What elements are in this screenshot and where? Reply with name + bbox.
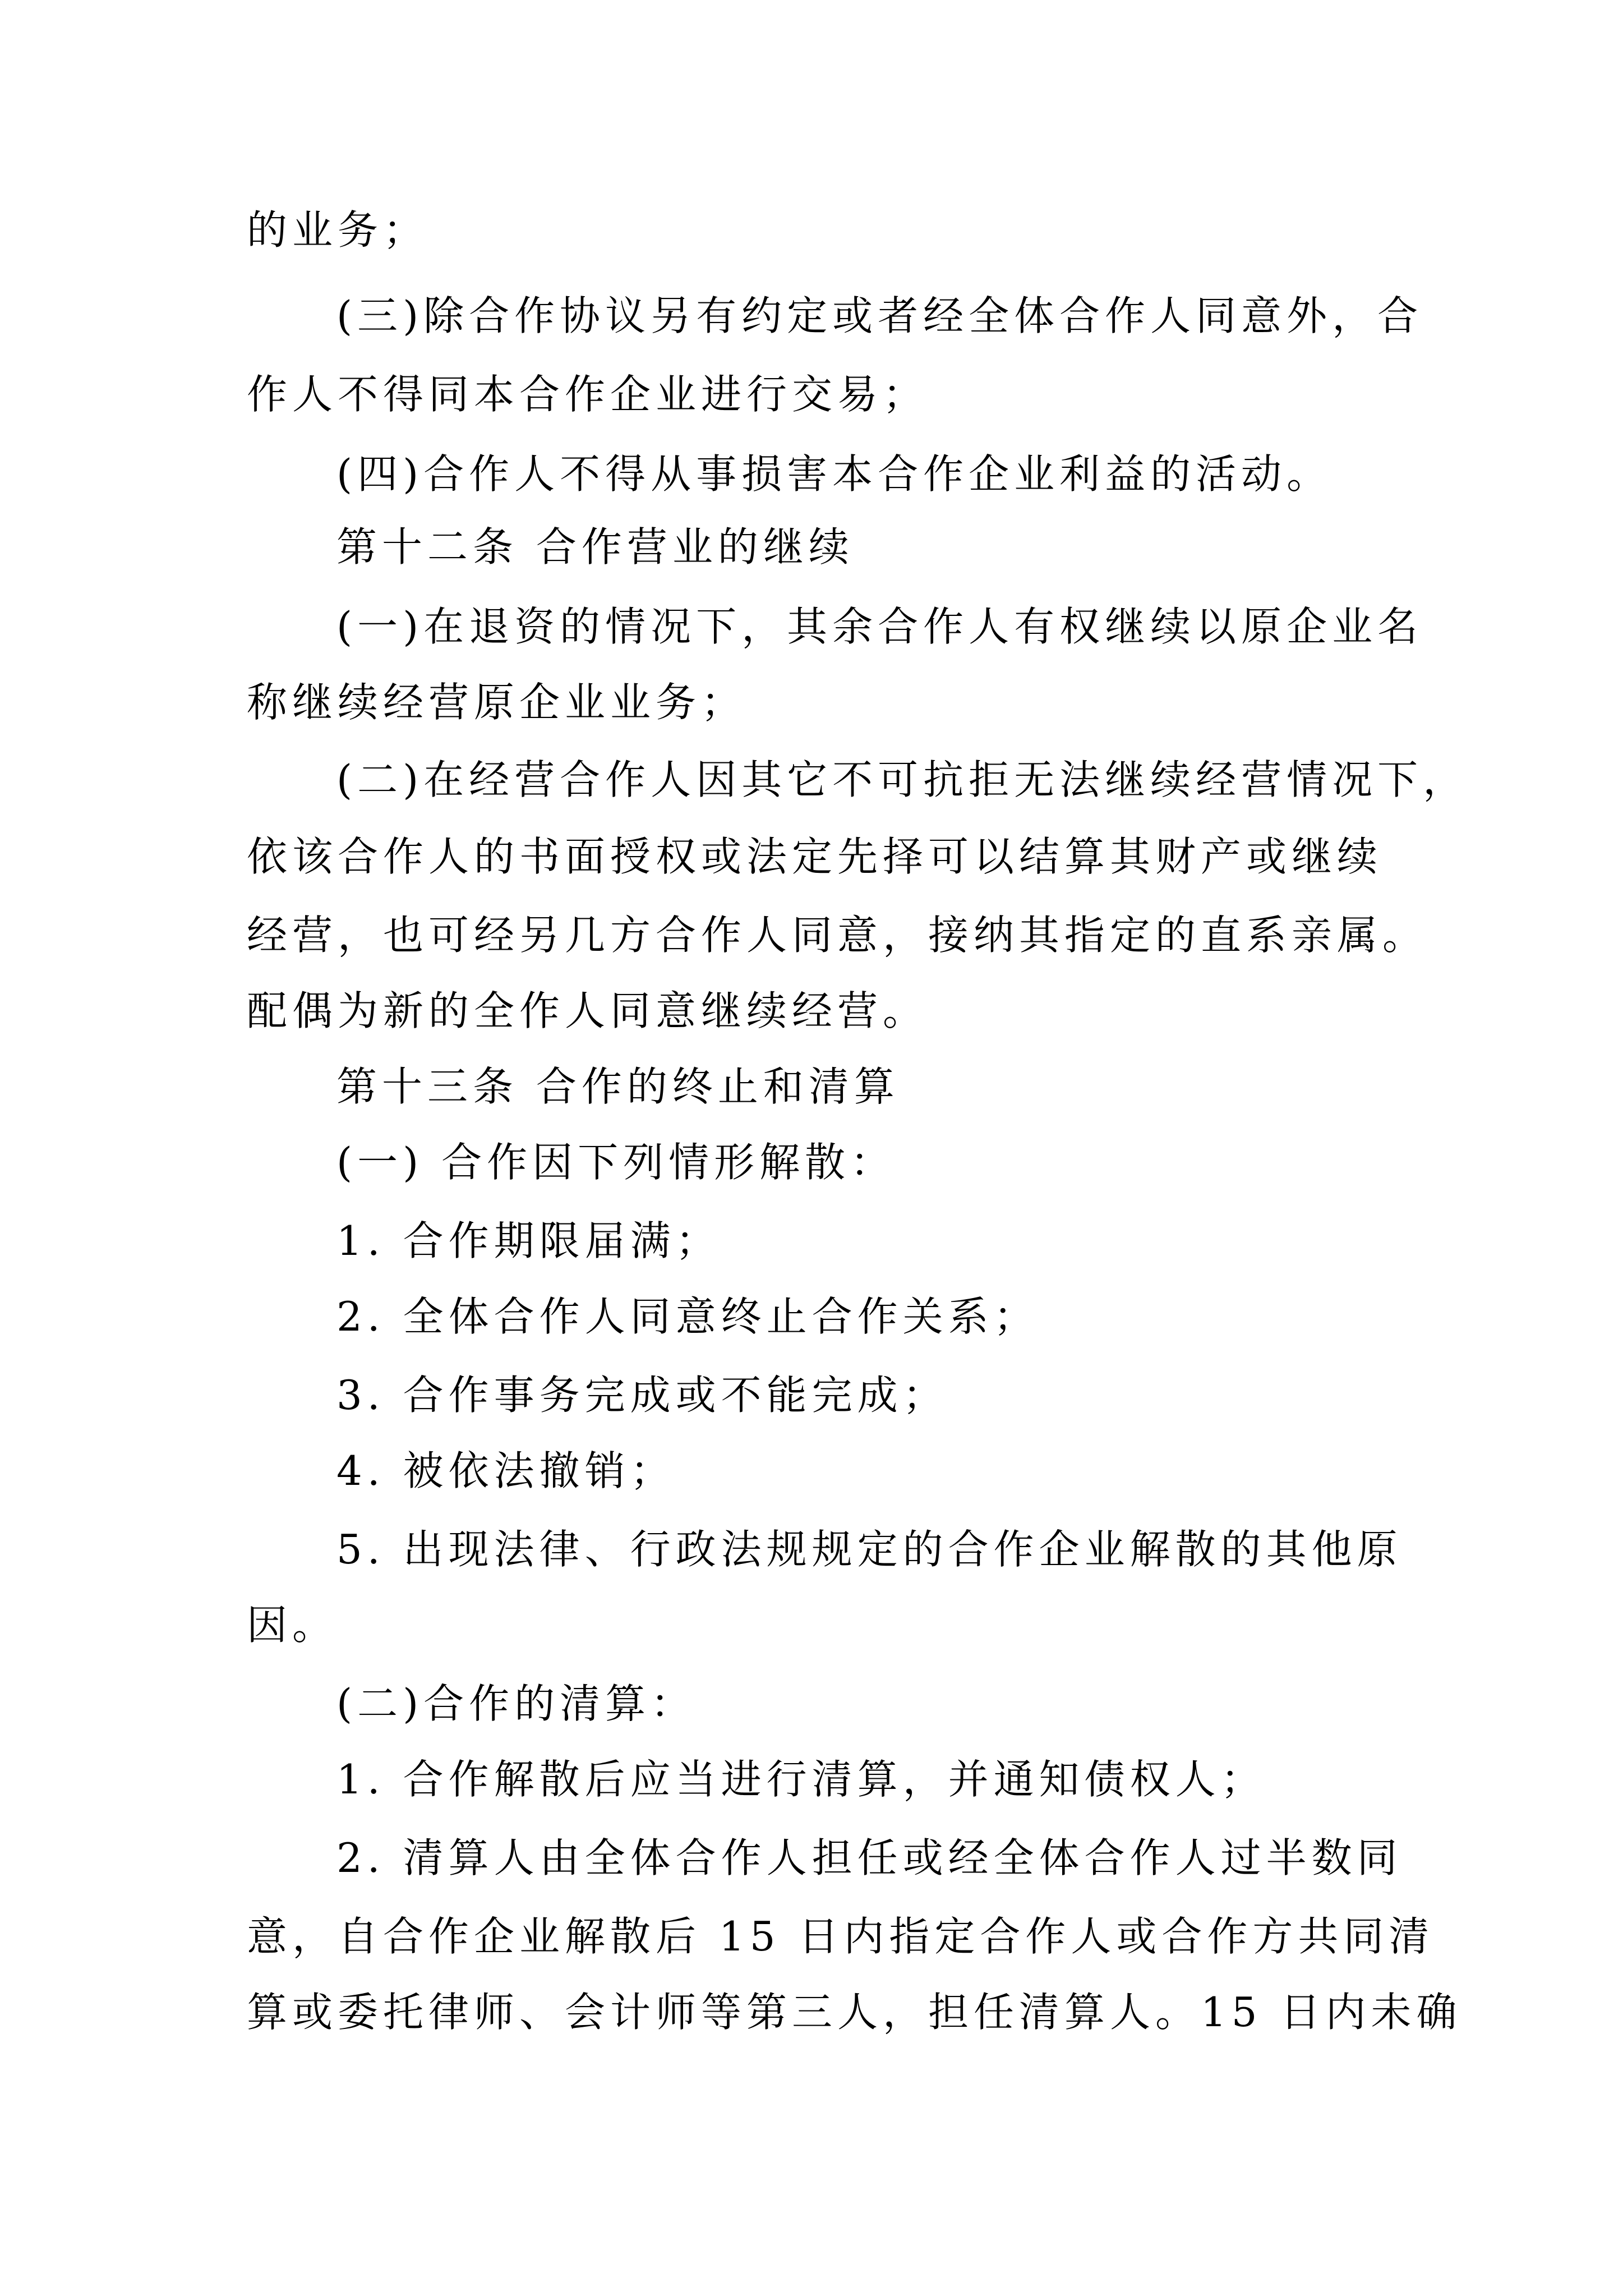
list-item: 2. 清算人由全体合作人担任或经全体合作人过半数同 [336,1834,1403,1881]
text-line: 配偶为新的全作人同意继续经营。 [247,987,929,1034]
text-line: (二)在经营合作人因其它不可抗拒无法继续经营情况下， [336,756,1469,803]
text-line: 算或委托律师、会计师等第三人，担任清算人。15 日内未确 [247,1989,1462,2036]
text-line: (二)合作的清算： [336,1680,697,1727]
section-heading: 第十三条 合作的终止和清算 [336,1063,900,1110]
list-item: 3. 合作事务完成或不能完成； [336,1372,948,1419]
text-line: 的业务； [247,206,429,254]
text-line: (一) 合作因下列情形解散： [336,1139,896,1186]
list-item: 1. 合作解散后应当进行清算，并通知债权人； [336,1756,1266,1803]
text-line: (四)合作人不得从事损害本合作企业利益的活动。 [336,450,1332,498]
section-heading: 第十二条 合作营业的继续 [336,523,854,570]
text-line: 称继续经营原企业业务； [247,679,747,726]
text-line: (一)在退资的情况下，其余合作人有权继续以原企业名 [336,603,1423,650]
text-line: 经营，也可经另几方合作人同意，接纳其指定的直系亲属。 [247,912,1428,959]
list-item: 4. 被依法撤销； [336,1447,676,1494]
text-line: 作人不得同本合作企业进行交易； [247,371,929,418]
list-item: 1. 合作期限届满； [336,1217,721,1264]
list-item: 2. 全体合作人同意终止合作关系； [336,1293,1039,1340]
text-line: 意，自合作企业解散后 15 日内指定合作人或合作方共同清 [247,1913,1435,1960]
text-line: (三)除合作协议另有约定或者经全体合作人同意外，合 [336,292,1423,339]
text-line: 因。 [247,1602,338,1649]
text-line: 依该合作人的书面授权或法定先择可以结算其财产或继续 [247,833,1383,880]
list-item: 5. 出现法律、行政法规规定的合作企业解散的其他原 [336,1526,1403,1573]
